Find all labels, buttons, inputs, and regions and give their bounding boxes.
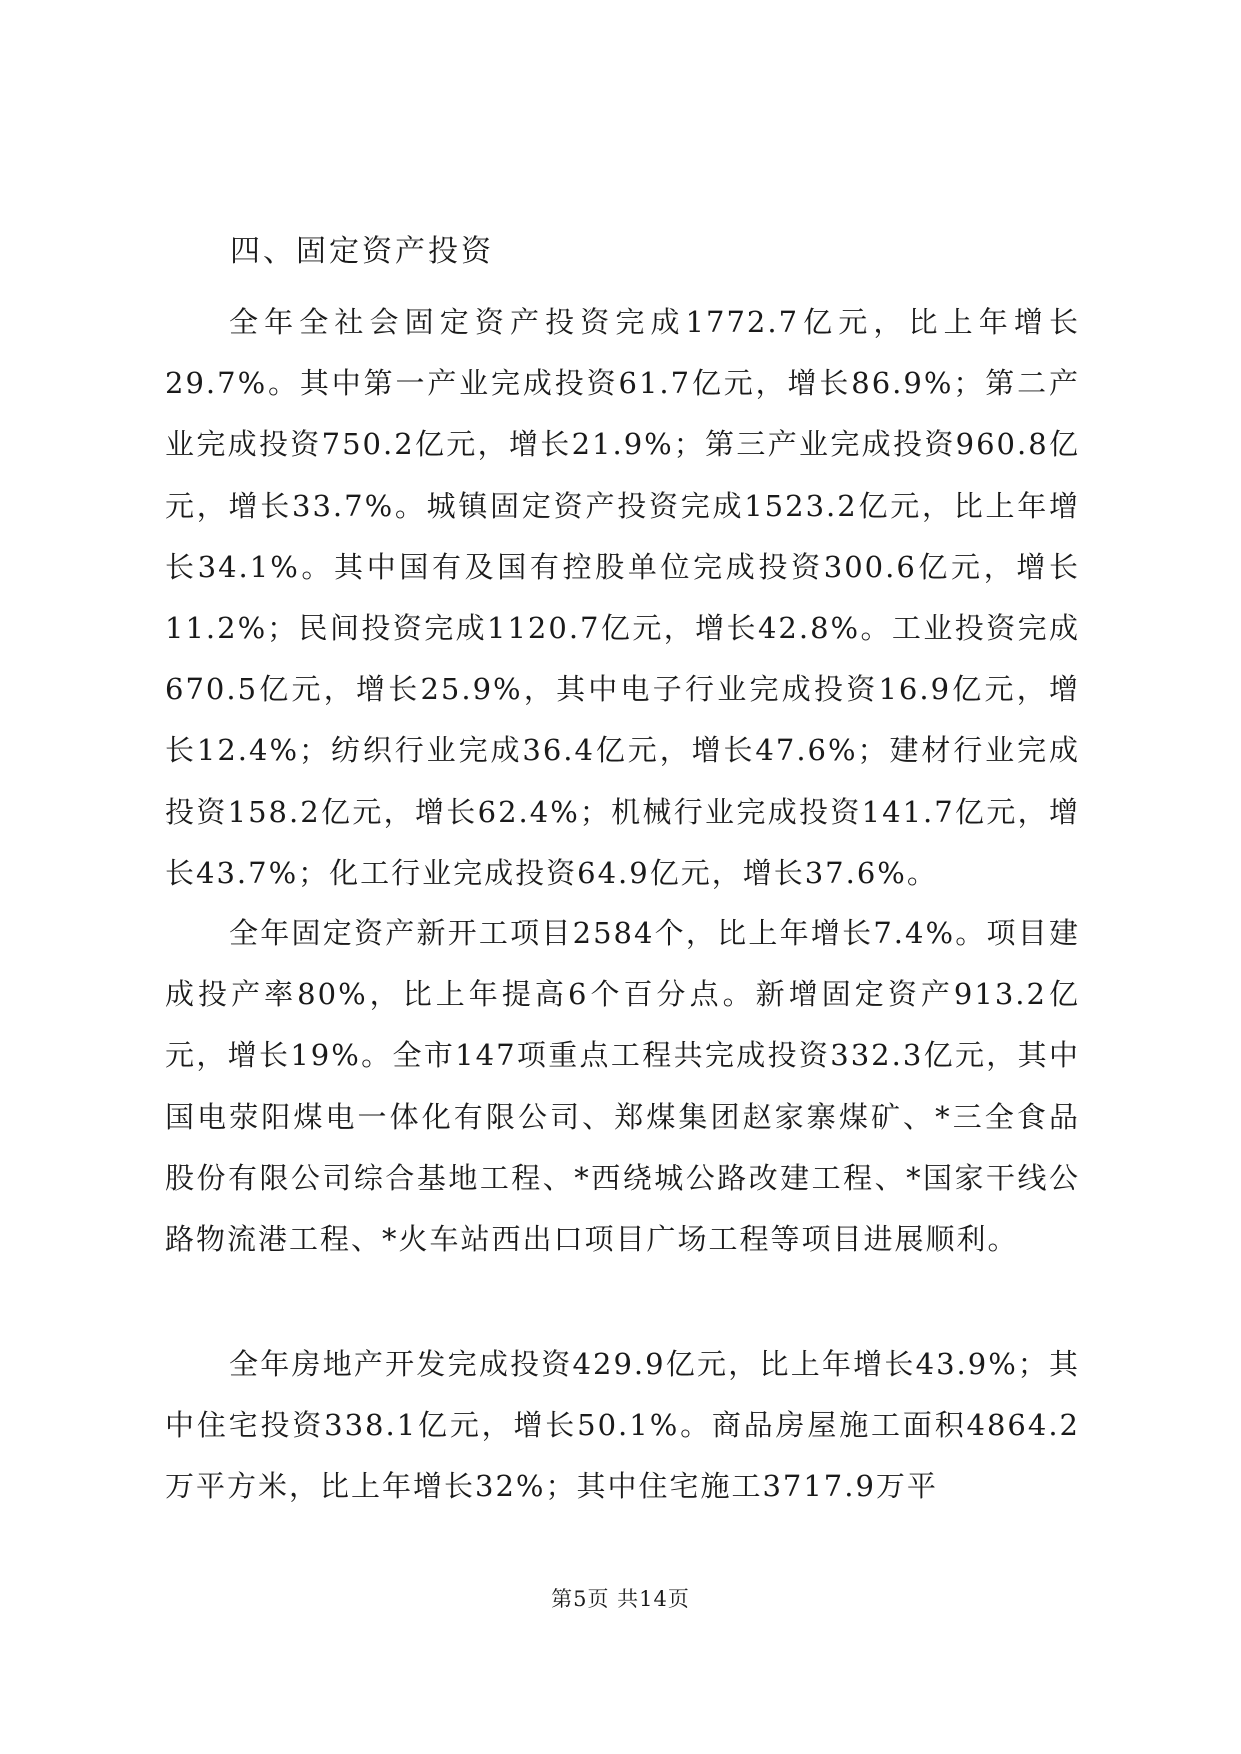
paragraph-fixed-asset-investment: 全年全社会固定资产投资完成1772.7亿元，比上年增长29.7%。其中第一产业完成投资61.7亿元，增长86.9%；第二产业完成投资750.2亿元，增长21.9%；第三产业完成投资960.8亿元，增长33.7%。城镇固定资产投资完成1523.2亿元，比上年增长34.1%。其中国有及国有控股单位完成投资300.6亿元，增长11.2%；民间投资完成1120.7亿元，增长42.8%。工业投资完成670.5亿元，增长25.9%，其中电子行业完成投资16.9亿元，增长12.4%；纺织行业完成36.4亿元，增长47.6%；建材行业完成投资158.2亿元，增长62.4%；机械行业完成投资141.7亿元，增长43.7%；化工行业完成投资64.9亿元，增长37.6%。 (165, 305, 1080, 890)
page-number-footer: 第5页 共14页 (551, 1587, 690, 1611)
paragraph-new-projects: 全年固定资产新开工项目2584个，比上年增长7.4%。项目建成投产率80%，比上年提高6个百分点。新增固定资产913.2亿元，增长19%。全市147项重点工程共完成投资332.3亿元，其中国电荥阳煤电一体化有限公司、郑煤集团赵家寨煤矿、*三全食品股份有限公司综合基地工程、*西绕城公路改建工程、*国家干线公路物流港工程、*火车站西出口项目广场工程等项目进展顺利。 (165, 916, 1080, 1257)
paragraph-real-estate: 全年房地产开发完成投资429.9亿元，比上年增长43.9%；其中住宅投资338.1亿元，增长50.1%。商品房屋施工面积4864.2万平方米，比上年增长32%；其中住宅施工3717.9万平 (165, 1347, 1080, 1504)
section-heading: 四、固定资产投资 (230, 234, 494, 269)
